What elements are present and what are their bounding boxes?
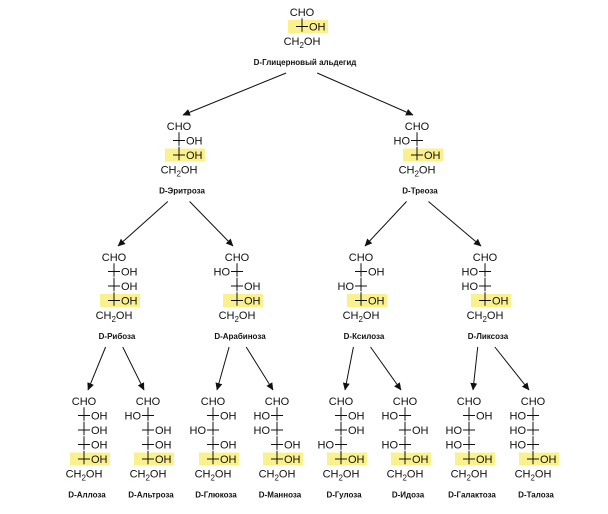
molecule-name: D-Аллоза	[68, 490, 106, 500]
molecule-name: D-Галактоза	[448, 490, 496, 500]
molecule-name: D-Гулоза	[326, 490, 362, 500]
molecule-altrose	[125, 396, 175, 500]
hydroxymethyl-group: $CH_2OH$	[160, 164, 198, 179]
derivation-arrow	[371, 347, 401, 390]
molecule-talose	[510, 396, 560, 500]
molecule-name: D-Манноза	[258, 490, 302, 500]
hydroxyl-right: OH	[91, 410, 108, 423]
aldehyde-group: CHO	[71, 396, 97, 408]
molecule-galactose	[446, 396, 497, 500]
hydroxymethyl-group: $CH_2OH$	[450, 468, 488, 483]
hydroxyl-right: OH	[424, 150, 441, 162]
hydroxyl-right: OH	[91, 425, 108, 437]
hydroxyl-right: OH	[121, 281, 138, 293]
hydroxyl-left: HO	[317, 439, 334, 452]
hydroxyl-right: OH	[121, 266, 138, 279]
aldehyde-group: CHO	[166, 121, 192, 133]
derivation-arrow	[183, 73, 286, 115]
hydroxyl-right: OH	[476, 454, 493, 466]
molecule-name: D-Идоза	[391, 490, 425, 500]
hydroxyl-left: HO	[445, 439, 462, 452]
hydroxyl-right: OH	[91, 439, 108, 452]
hydroxyl-right: OH	[244, 281, 261, 293]
hydroxyl-right: OH	[155, 454, 172, 466]
aldehyde-group: CHO	[200, 396, 226, 408]
aldehyde-group: CHO	[264, 396, 290, 408]
molecule-name: D-Рибоза	[98, 332, 136, 341]
hydroxyl-right: OH	[155, 425, 172, 437]
hydroxyl-left: HO	[189, 425, 206, 437]
hydroxyl-right: OH	[540, 454, 557, 466]
molecule-gulose	[318, 396, 368, 500]
molecule-name: D-Эритроза	[159, 186, 205, 196]
hydroxyl-right: OH	[284, 454, 301, 466]
molecule-name: D-Талоза	[518, 490, 554, 500]
molecule-threose	[394, 121, 444, 196]
aldehyde-group: CHO	[224, 252, 250, 264]
derivation-arrow	[495, 347, 529, 390]
derivation-arrow	[428, 202, 481, 247]
hydroxyl-left: HO	[509, 425, 526, 437]
molecule-name: D-Ликсоза	[467, 332, 509, 341]
hydroxyl-right: OH	[476, 410, 493, 423]
hydroxyl-left: HO	[393, 135, 410, 148]
hydroxyl-left: HO	[213, 266, 230, 279]
hydroxymethyl-group: $CH_2OH$	[322, 468, 360, 483]
hydroxyl-left: HO	[124, 410, 141, 423]
molecule-structures	[66, 7, 559, 500]
derivation-arrow	[217, 347, 229, 390]
hydroxymethyl-group: $CH_2OH$	[398, 164, 436, 179]
derivation-arrow	[123, 347, 144, 390]
hydroxyl-right: OH	[220, 439, 237, 452]
hydroxymethyl-group: $CH_2OH$	[65, 468, 103, 483]
aldehyde-group: CHO	[135, 396, 161, 408]
hydroxymethyl-group: $CH_2OH$	[342, 310, 380, 324]
derivation-arrows	[88, 73, 529, 390]
molecule-erythrose	[159, 121, 205, 196]
hydroxyl-right: OH	[492, 295, 509, 308]
hydroxyl-left: HO	[445, 425, 462, 437]
hydroxymethyl-group: $CH_2OH$	[95, 310, 133, 324]
aldehyde-group: CHO	[472, 252, 498, 264]
hydroxyl-right: OH	[121, 295, 138, 308]
hydroxyl-right: OH	[220, 410, 237, 423]
derivation-arrow	[345, 347, 353, 390]
derivation-arrow	[246, 347, 273, 390]
derivation-arrow	[118, 202, 168, 247]
hydroxyl-right: OH	[412, 425, 429, 437]
hydroxyl-right: OH	[368, 295, 385, 308]
molecule-arabinose	[214, 252, 267, 341]
molecule-name: D-Альтроза	[128, 490, 174, 500]
derivation-arrow	[317, 73, 413, 115]
hydroxyl-right: OH	[412, 454, 429, 466]
hydroxymethyl-group: $CH_2OH$	[194, 468, 232, 483]
hydroxyl-right: OH	[155, 439, 172, 452]
molecule-allose	[66, 396, 110, 500]
hydroxyl-left: HO	[381, 439, 398, 452]
hydroxymethyl-group: $CH_2OH$	[258, 468, 296, 483]
molecule-lyxose	[462, 252, 512, 341]
hydroxymethyl-group: $CH_2OH$	[218, 310, 256, 324]
molecule-name: D-Треоза	[402, 186, 438, 196]
hydroxymethyl-group: $CH_2OH$	[466, 310, 504, 324]
hydroxyl-right: OH	[244, 295, 261, 308]
hydroxyl-right: OH	[91, 454, 108, 466]
hydroxyl-right: OH	[368, 266, 385, 279]
hydroxyl-right: OH	[284, 439, 301, 452]
molecule-name: D-Глюкоза	[195, 490, 237, 500]
hydroxyl-right: OH	[309, 21, 326, 34]
hydroxymethyl-group: $CH_2OH$	[386, 468, 424, 483]
hydroxyl-left: HO	[509, 439, 526, 452]
hydroxyl-right: OH	[220, 454, 237, 466]
molecule-ribose	[96, 252, 140, 341]
aldehyde-group: CHO	[348, 252, 374, 264]
molecule-glyceraldehyde	[254, 7, 357, 67]
aldehyde-group: CHO	[404, 121, 430, 133]
derivation-arrow	[190, 202, 233, 247]
aldehyde-group: CHO	[392, 396, 418, 408]
hydroxyl-left: HO	[253, 410, 270, 423]
hydroxyl-right: OH	[186, 135, 203, 148]
hydroxyl-right: OH	[348, 410, 365, 423]
hydroxyl-right: OH	[348, 425, 365, 437]
molecule-xylose	[338, 252, 388, 341]
hydroxyl-right: OH	[186, 150, 203, 162]
derivation-arrow	[88, 347, 106, 390]
hydroxyl-left: HO	[461, 281, 478, 293]
hydroxymethyl-group: $CH_2OH$	[129, 468, 167, 483]
aldehyde-group: CHO	[289, 7, 315, 19]
molecule-mannose	[254, 396, 304, 500]
molecule-glucose	[190, 396, 240, 500]
hydroxyl-left: HO	[509, 410, 526, 423]
aldehyde-group: CHO	[101, 252, 127, 264]
derivation-arrow	[473, 347, 478, 390]
molecule-name: D-Глицерновый альдегид	[253, 58, 357, 67]
hydroxyl-left: HO	[461, 266, 478, 279]
hydroxyl-right: OH	[348, 454, 365, 466]
molecule-idose	[382, 396, 432, 500]
aldehyde-group: CHO	[520, 396, 546, 408]
aldehyde-group: CHO	[456, 396, 482, 408]
aldehyde-group: CHO	[328, 396, 354, 408]
derivation-arrow	[365, 202, 407, 247]
molecule-name: D-Арабиноза	[214, 332, 266, 341]
hydroxyl-left: HO	[381, 410, 398, 423]
hydroxymethyl-group: $CH_2OH$	[283, 36, 321, 50]
molecule-name: D-Ксилоза	[343, 332, 385, 341]
hydroxyl-left: HO	[253, 425, 270, 437]
hydroxyl-left: HO	[337, 281, 354, 293]
hydroxymethyl-group: $CH_2OH$	[514, 468, 552, 483]
